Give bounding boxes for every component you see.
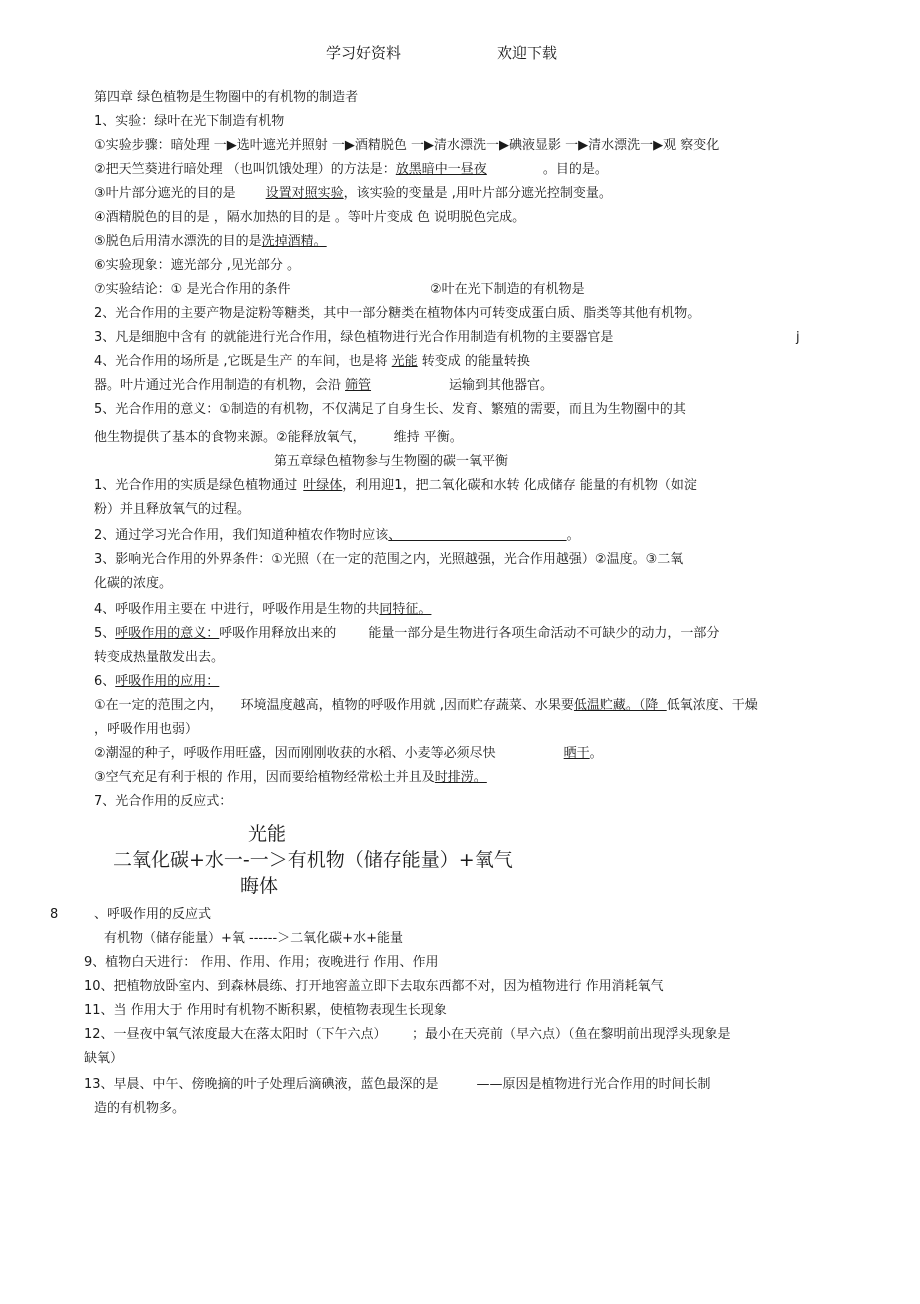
text: 呼吸作用释放出来的: [219, 626, 337, 641]
text: 器。叶片通过光合作用制造的有机物，会沿: [94, 378, 342, 393]
text: 1、光合作用的实质是绿色植物通过: [94, 478, 298, 493]
ch5-application-3: [94, 769, 487, 787]
ch5-item-3: 3、影响光合作用的外界条件：①光照（在一定的范围之内，光照越强，光合作用越强）②温度。③二氧: [94, 552, 684, 567]
ch5-application-1-cont: ，呼吸作用也弱）: [94, 722, 199, 737]
ch4-item-4: [94, 353, 530, 371]
ch4-item-phenomenon: ⑥实验现象：遮光部分 ,见光部分 。: [94, 258, 301, 273]
ch5-item-5-cont: 转变成热量散发出去。: [94, 650, 225, 665]
text: ②潮湿的种子，呼吸作用旺盛，因而刚刚收获的水稻、小麦等必须尽快: [94, 746, 496, 761]
text: ——原因是植物进行光合作用的时间长制: [476, 1077, 711, 1092]
ch5-item-10: 10、把植物放卧室内、到森林晨练、打开地窖盖立即下去取东西都不对，因为植物进行 作用消耗氧气: [84, 979, 664, 994]
ch5-item-2: [94, 527, 580, 545]
ch4-item-5: 5、光合作用的意义：①制造的有机物，不仅满足了自身生长、发育、繁殖的需要，而且为生物圈中的其: [94, 402, 686, 417]
ch5-item-12-cont: 缺氧）: [84, 1051, 124, 1066]
text: 12、一昼夜中氧气浓度最大在落太阳时（下午六点）: [84, 1027, 381, 1042]
text: ②把天竺葵进行暗处理 （也叫饥饿处理）的方法是：: [94, 162, 396, 177]
text: 4、光合作用的场所是 ,它既是生产 的车间，也是将: [94, 354, 388, 369]
text: ，该实验的变量是 ,用叶片部分遮光控制变量。: [343, 186, 612, 201]
answer: 叶绿体: [303, 478, 343, 493]
ch5-application-1: [94, 697, 758, 715]
ch5-item-8-number: 8: [50, 907, 59, 922]
ch5-item-6: [94, 673, 219, 691]
ch5-item-1-cont: 粉）并且释放氧气的过程。: [94, 502, 251, 517]
text: ⑤脱色后用清水漂洗的目的是: [94, 234, 262, 249]
text: 能量一部分是生物进行各项生命活动不可缺少的动力，一部分: [368, 626, 720, 641]
ch4-item-rinse: [94, 233, 327, 251]
answer: 晒干: [563, 746, 590, 761]
text: 运输到其他器官。: [449, 378, 554, 393]
text: 13、早晨、中午、傍晚摘的叶子处理后滴碘液，蓝色最深的是: [84, 1077, 439, 1092]
photosynthesis-equation: 二氧化碳+水一-一＞有机物（储存能量）+氧气: [113, 849, 513, 871]
answer: 设置对照实验: [265, 186, 344, 201]
ch4-item-shading: [94, 185, 612, 203]
text: 5、: [94, 626, 116, 641]
text: ，利用迎1，把二氧化碳和水转 化成储存 能量的有机物（如淀: [342, 478, 697, 493]
answer: 光能: [391, 354, 418, 369]
respiration-equation: 有机物（储存能量）+氧 ------＞二氧化碳+水+能量: [104, 931, 403, 946]
ch4-item-5-cont: [94, 429, 463, 447]
text: 6、: [94, 674, 116, 689]
ch4-item-conclusion: [94, 281, 290, 299]
ch5-item-4: [94, 601, 431, 619]
ch5-application-2: [94, 745, 603, 763]
answer: 筛管: [345, 378, 372, 393]
text: 他生物提供了基本的食物来源。②能释放氧气，: [94, 430, 366, 445]
ch5-item-5: [94, 625, 719, 643]
ch5-item-1: [94, 477, 697, 495]
ch5-item-9: 9、植物白天进行： 作用、作用、作用；夜晚进行 作用、作用: [84, 955, 439, 970]
ch5-item-7: 7、光合作用的反应式：: [94, 794, 233, 809]
answer: 时排涝。: [434, 770, 487, 785]
answer: 同特征。: [379, 602, 432, 617]
ch4-item-alcohol: ④酒精脱色的目的是 ，隔水加热的目的是 。等叶片变成 色 说明脱色完成。: [94, 210, 526, 225]
text: 。: [589, 746, 603, 761]
equation-condition-chloroplast: 晦体: [240, 875, 279, 897]
text: 环境温度越高，植物的呼吸作用就 ,因而贮存蔬菜、水果要: [240, 698, 574, 713]
ch4-item-dark-treatment: [94, 161, 608, 179]
answer: 低温贮藏。（降: [573, 698, 667, 713]
equation-condition-light: 光能: [248, 823, 287, 845]
header-right: 欢迎下载: [497, 44, 558, 62]
ch4-item-1: 1、实验：绿叶在光下制造有机物: [94, 114, 285, 129]
chapter4-title: 第四章 绿色植物是生物圈中的有机物的制造者: [94, 90, 359, 105]
chapter5-title: 第五章绿色植物参与生物圈的碳一氧平衡: [274, 454, 509, 469]
text: 转变成 的能量转换: [421, 354, 530, 369]
text: 4、呼吸作用主要在 中进行，呼吸作用是生物的共: [94, 602, 380, 617]
text: ③叶片部分遮光的目的是: [94, 186, 236, 201]
text: ③空气充足有利于根的 作用，因而要给植物经常松土并且及: [94, 770, 435, 785]
answer: 呼吸作用的意义：: [115, 626, 220, 641]
ch5-item-3-cont: 化碳的浓度。: [94, 576, 173, 591]
ch5-item-12: [84, 1026, 731, 1044]
ch4-item-2: 2、光合作用的主要产物是淀粉等糖类，其中一部分糖类在植物体内可转变成蛋白质、脂类等其他有机物。: [94, 306, 701, 321]
text: 维持 平衡。: [393, 430, 463, 445]
text: 2、通过学习光合作用，我们知道种植农作物时应该: [94, 528, 389, 543]
answer: 洗掉酒精。: [261, 234, 327, 249]
answer: 呼吸作用的应用：: [115, 674, 220, 689]
text: ①在一定的范围之内，: [94, 698, 223, 713]
ch5-item-11: 11、当 作用大于 作用时有机物不断积累，使植物表现生长现象: [84, 1003, 447, 1018]
ch5-item-8: 、呼吸作用的反应式: [94, 907, 212, 922]
text: 低氧浓度、干燥: [666, 698, 758, 713]
blank: 、: [388, 528, 567, 543]
text: 。目的是。: [542, 162, 608, 177]
ch4-item-3-mark: j: [796, 330, 800, 345]
answer: 放黑暗中一昼夜: [395, 162, 487, 177]
text: 。: [566, 528, 580, 543]
text: ⑦实验结论：① 是光合作用的条件: [94, 282, 291, 297]
ch4-item-3: 3、凡是细胞中含有 的就能进行光合作用，绿色植物进行光合作用制造有机物的主要器官是: [94, 330, 614, 345]
ch4-item-conclusion-2: ②叶在光下制造的有机物是: [430, 282, 585, 297]
text: ；最小在天亮前（早六点）（鱼在黎明前出现浮头现象是: [412, 1027, 731, 1042]
header-left: 学习好资料: [326, 44, 402, 62]
ch4-experiment-steps: ①实验步骤：暗处理 一▶选叶遮光并照射 一▶酒精脱色 一▶清水漂洗一▶碘液显影 一▶清水漂洗一▶观 察变化: [94, 138, 720, 153]
ch4-item-4-cont: [94, 377, 553, 395]
ch5-item-13-cont: 造的有机物多。: [94, 1101, 186, 1116]
ch5-item-13: [84, 1076, 711, 1094]
